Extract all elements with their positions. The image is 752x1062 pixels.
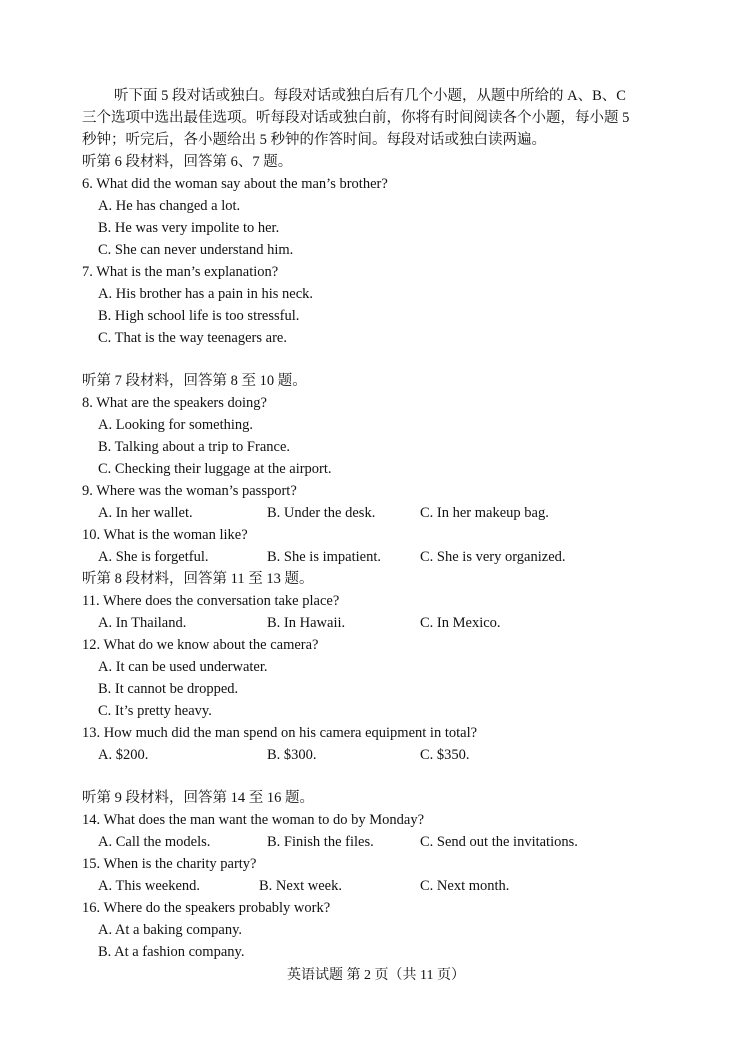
answer-option: A. She is forgetful. xyxy=(98,549,209,565)
answer-option: C. Checking their luggage at the airport. xyxy=(98,461,332,477)
question-stem: 9. Where was the woman’s passport? xyxy=(82,483,297,499)
answer-option: C. In her makeup bag. xyxy=(420,505,549,521)
question-stem: 14. What does the man want the woman to do by Monday? xyxy=(82,812,425,828)
answer-option: B. He was very impolite to her. xyxy=(98,220,280,236)
instruction-line: 三个选项中选出最佳选项。听每段对话或独白前，你将有时间阅读各个小题，每小题 5 xyxy=(82,110,630,126)
instruction-line: 秒钟；听完后，各小题给出 5 秒钟的作答时间。每段对话或独白读两遍。 xyxy=(82,132,546,148)
answer-option: B. Under the desk. xyxy=(267,505,376,521)
answer-option: C. Send out the invitations. xyxy=(420,834,578,850)
answer-option: C. Next month. xyxy=(420,878,510,894)
answer-option: B. It cannot be dropped. xyxy=(98,681,239,697)
answer-option: C. That is the way teenagers are. xyxy=(98,330,287,346)
answer-option: B. At a fashion company. xyxy=(98,944,245,960)
question-stem: 7. What is the man’s explanation? xyxy=(82,264,279,280)
section-header: 听第 9 段材料，回答第 14 至 16 题。 xyxy=(82,790,314,806)
answer-option: B. Finish the files. xyxy=(267,834,374,850)
instruction-line: 听下面 5 段对话或独白。每段对话或独白后有几个小题，从题中所给的 A、B、C xyxy=(114,88,626,104)
question-stem: 16. Where do the speakers probably work? xyxy=(82,900,331,916)
answer-option: A. In her wallet. xyxy=(98,505,193,521)
question-stem: 15. When is the charity party? xyxy=(82,856,257,872)
answer-option: B. She is impatient. xyxy=(267,549,381,565)
answer-option: B. Next week. xyxy=(259,878,342,894)
section-header: 听第 7 段材料，回答第 8 至 10 题。 xyxy=(82,373,307,389)
answer-option: A. It can be used underwater. xyxy=(98,659,268,675)
answer-option: B. High school life is too stressful. xyxy=(98,308,300,324)
answer-option: B. In Hawaii. xyxy=(267,615,346,631)
answer-option: C. $350. xyxy=(420,747,470,763)
question-stem: 8. What are the speakers doing? xyxy=(82,395,267,411)
answer-option: A. Looking for something. xyxy=(98,417,254,433)
answer-option: C. In Mexico. xyxy=(420,615,501,631)
answer-option: A. Call the models. xyxy=(98,834,211,850)
answer-option: A. $200. xyxy=(98,747,149,763)
answer-option: A. In Thailand. xyxy=(98,615,187,631)
answer-option: A. He has changed a lot. xyxy=(98,198,241,214)
answer-option: B. Talking about a trip to France. xyxy=(98,439,291,455)
answer-option: C. She is very organized. xyxy=(420,549,566,565)
answer-option: C. She can never understand him. xyxy=(98,242,294,258)
question-stem: 13. How much did the man spend on his camera equipment in total? xyxy=(82,725,478,741)
question-stem: 10. What is the woman like? xyxy=(82,527,248,543)
answer-option: A. His brother has a pain in his neck. xyxy=(98,286,314,302)
section-header: 听第 8 段材料，回答第 11 至 13 题。 xyxy=(82,571,314,587)
page-footer: 英语试题 第 2 页（共 11 页） xyxy=(287,968,465,983)
question-stem: 11. Where does the conversation take place? xyxy=(82,593,340,609)
answer-option: A. This weekend. xyxy=(98,878,201,894)
answer-option: B. $300. xyxy=(267,747,317,763)
section-header: 听第 6 段材料，回答第 6、7 题。 xyxy=(82,154,293,170)
question-stem: 12. What do we know about the camera? xyxy=(82,637,319,653)
question-stem: 6. What did the woman say about the man’s brother? xyxy=(82,176,388,192)
answer-option: C. It’s pretty heavy. xyxy=(98,703,212,719)
instructions xyxy=(82,85,672,151)
answer-option: A. At a baking company. xyxy=(98,922,243,938)
